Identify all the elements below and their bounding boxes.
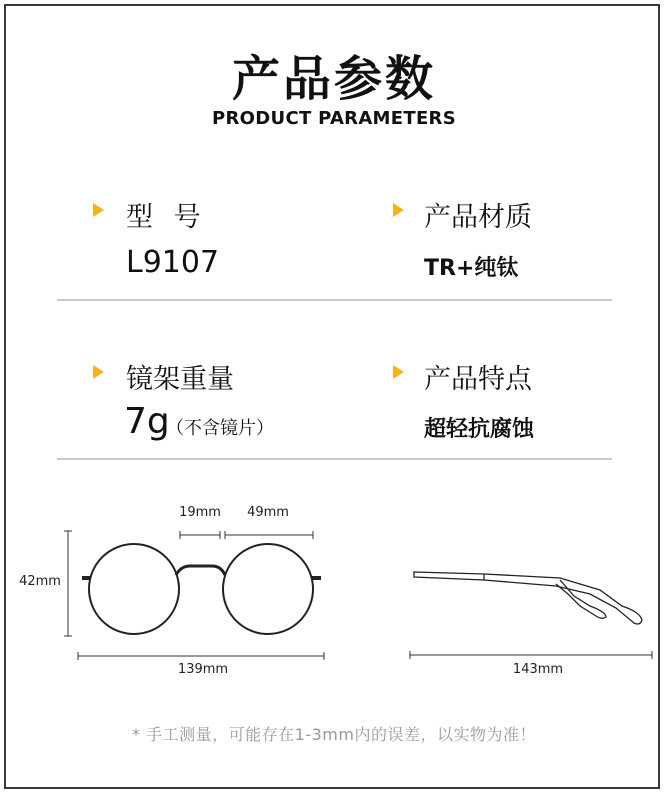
param-features-value: 超轻抗腐蚀 xyxy=(424,417,535,442)
temple-length-dimension-line xyxy=(410,651,652,659)
param-weight-value: 7g xyxy=(124,401,170,442)
glasses-front-diagram xyxy=(0,490,340,690)
frame-width-dimension-label: 139mm xyxy=(177,662,229,677)
triangle-bullet-icon xyxy=(93,365,104,379)
measurement-footnote: * 手工测量，可能存在1-3mm内的误差，以实物为准！ xyxy=(132,725,536,744)
triangle-bullet-icon xyxy=(393,365,404,379)
page-title: 产品参数 xyxy=(231,51,436,107)
bridge-dimension-line xyxy=(180,531,220,539)
triangle-bullet-icon xyxy=(93,203,104,217)
section-divider xyxy=(57,299,612,301)
bridge-dimension-label: 19mm xyxy=(179,505,221,520)
param-material-value: TR+纯钛 xyxy=(424,256,519,281)
param-material-label: 产品材质 xyxy=(424,202,532,233)
lens-height-dimension-line xyxy=(64,531,72,636)
param-model-value: L9107 xyxy=(126,245,220,280)
lens-width-dimension-line xyxy=(225,531,313,539)
lens-height-dimension-label: 42mm xyxy=(19,574,61,589)
param-features-label: 产品特点 xyxy=(424,364,532,395)
glasses-side-diagram xyxy=(400,550,660,690)
lens-width-dimension-label: 49mm xyxy=(247,505,289,520)
section-divider xyxy=(57,458,612,460)
temple-side-icon xyxy=(414,572,642,624)
temple-length-dimension-label: 143mm xyxy=(512,662,564,677)
param-weight-label: 镜架重量 xyxy=(126,364,234,395)
param-weight-note: （不含镜片） xyxy=(166,418,274,439)
param-model-label: 型 号 xyxy=(126,202,207,233)
glasses-front-icon xyxy=(82,544,321,634)
triangle-bullet-icon xyxy=(393,203,404,217)
frame-width-dimension-line xyxy=(78,652,324,660)
page-subtitle: PRODUCT PARAMETERS xyxy=(212,108,456,129)
